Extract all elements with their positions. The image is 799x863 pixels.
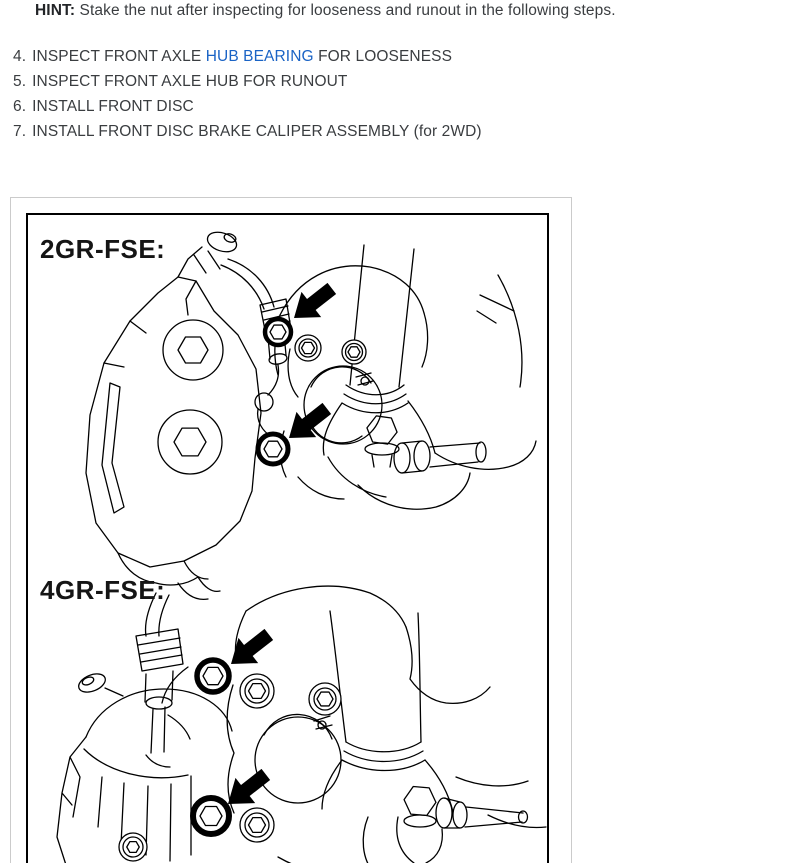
figure-panel: [10, 197, 572, 863]
step-text: INSPECT FRONT AXLE HUB FOR RUNOUT: [32, 73, 348, 90]
step-text: INSPECT FRONT AXLE: [32, 48, 206, 65]
procedure-steps: [13, 44, 482, 144]
callout-arrow-2gr-upper: [284, 276, 342, 331]
step-item-6: [13, 94, 482, 119]
step-text: INSTALL FRONT DISC BRAKE CALIPER ASSEMBLY (for 2WD): [32, 123, 482, 140]
engine-label-2gr: 2GR-FSE:: [40, 234, 166, 264]
step-number: 5.: [13, 73, 27, 90]
hint-line: [35, 1, 616, 21]
step-number: 6.: [13, 98, 27, 115]
caliper-illustration: [28, 215, 547, 863]
figure-frame: [26, 213, 549, 863]
engine-label-4gr: 4GR-FSE:: [40, 575, 166, 605]
step-number: 7.: [13, 123, 27, 140]
hint-text: Stake the nut after inspecting for looseness and runout in the following steps.: [79, 2, 616, 19]
step-text: INSTALL FRONT DISC: [32, 98, 194, 115]
hint-label: HINT:: [35, 2, 76, 19]
step-number: 4.: [13, 48, 27, 65]
step-text: FOR LOOSENESS: [313, 48, 453, 65]
step-item-7: [13, 119, 482, 144]
step-item-5: [13, 69, 482, 94]
drawing-4gr-fse: [57, 586, 546, 863]
step-item-4: [13, 44, 482, 69]
hub-bearing-link[interactable]: HUB BEARING: [205, 48, 314, 65]
